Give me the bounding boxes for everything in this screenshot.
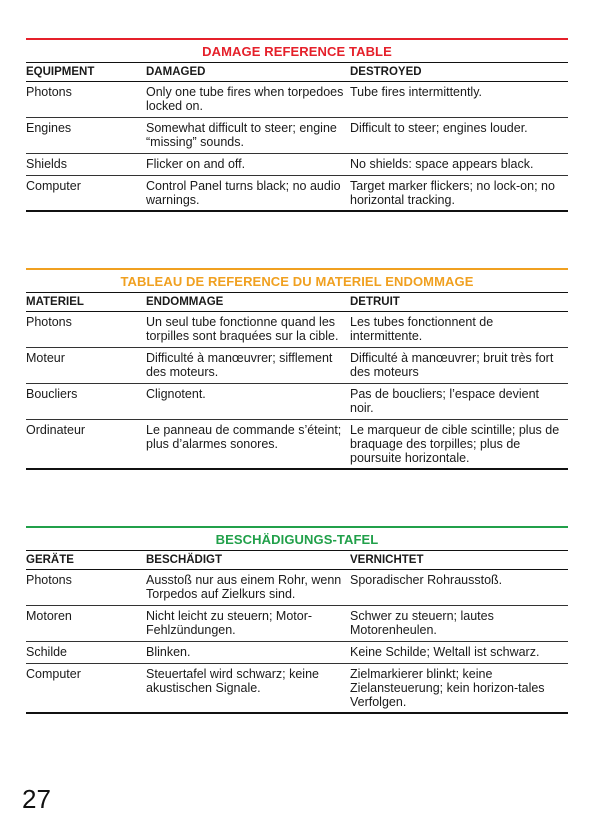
table-cell: Boucliers	[26, 387, 78, 401]
table-cell: Photons	[26, 573, 72, 587]
table-cell: Le panneau de commande s’éteint; plus d’alarmes sonores.	[146, 423, 342, 451]
table-cell: Control Panel turns black; no audio warnings.	[146, 179, 341, 207]
table-row	[26, 570, 568, 606]
table-row	[26, 82, 568, 118]
table-cell: No shields: space appears black.	[350, 157, 534, 171]
column-header: DETRUIT	[350, 296, 400, 308]
table-cell: Somewhat difficult to steer; engine “missing” sounds.	[146, 121, 337, 149]
table-cell: Steuertafel wird schwarz; keine akustischen Signale.	[146, 667, 319, 695]
section-title: BESCHÄDIGUNGS-TAFEL	[215, 532, 379, 547]
table-row	[26, 312, 568, 348]
table-cell: Le marqueur de cible scintille; plus de braquage des torpilles; plus de poursuite horizontale.	[350, 423, 560, 465]
damage-table-french	[26, 268, 568, 470]
table-cell: Difficult to steer; engines louder.	[350, 121, 528, 135]
table-cell: Keine Schilde; Weltall ist schwarz.	[350, 645, 540, 659]
page-number: 27	[22, 784, 51, 814]
table-header-row	[26, 293, 568, 311]
table-cell: Sporadischer Rohrausstoß.	[350, 573, 503, 587]
table-cell: Difficulté à manœuvrer; bruit très fort des moteurs	[350, 351, 554, 379]
table-cell: Moteur	[26, 351, 65, 365]
table-cell: Schwer zu steuern; lautes Motorenheulen.	[350, 609, 494, 637]
column-header: DESTROYED	[350, 66, 422, 78]
table-cell: Difficulté à manœuvrer; sifflement des moteurs.	[146, 351, 333, 379]
table-cell: Photons	[26, 85, 72, 99]
table-row	[26, 642, 568, 664]
table-cell: Clignotent.	[146, 387, 206, 401]
table-cell: Computer	[26, 667, 81, 681]
table-row	[26, 118, 568, 154]
table-row	[26, 606, 568, 642]
column-header: BESCHÄDIGT	[146, 554, 223, 566]
table-cell: Motoren	[26, 609, 72, 623]
table-header-row	[26, 551, 568, 569]
table-row	[26, 664, 568, 714]
table-cell: Les tubes fonctionnent de intermittente.	[350, 315, 494, 343]
table-cell: Nicht leicht zu steuern; Motor-Fehlzündungen.	[146, 609, 313, 637]
table-cell: Ausstoß nur aus einem Rohr, wenn Torpedos auf Zielkurs sind.	[146, 573, 342, 601]
table-cell: Flicker on and off.	[146, 157, 246, 171]
section-title: TABLEAU DE REFERENCE DU MATERIEL ENDOMMAGE	[120, 274, 474, 289]
table-cell: Engines	[26, 121, 72, 135]
table-cell: Blinken.	[146, 645, 191, 659]
column-header: GERÄTE	[26, 554, 74, 566]
column-header: DAMAGED	[146, 66, 206, 78]
table-cell: Schilde	[26, 645, 67, 659]
table-row	[26, 348, 568, 384]
damage-table-english	[26, 38, 568, 212]
table-cell: Only one tube fires when torpedoes locked on.	[146, 85, 344, 113]
table-cell: Photons	[26, 315, 72, 329]
table-row	[26, 154, 568, 176]
table-cell: Un seul tube fonctionne quand les torpilles sont braquées sur la cible.	[146, 315, 339, 343]
table-row	[26, 420, 568, 470]
table-cell: Shields	[26, 157, 67, 171]
column-header: MATERIEL	[26, 296, 84, 308]
table-cell: Computer	[26, 179, 81, 193]
table-header-row	[26, 63, 568, 81]
column-header: ENDOMMAGE	[146, 296, 224, 308]
column-header: EQUIPMENT	[26, 66, 95, 78]
table-cell: Pas de boucliers; l’espace devient noir.	[350, 387, 540, 415]
section-title: DAMAGE REFERENCE TABLE	[202, 44, 392, 59]
column-header: VERNICHTET	[350, 554, 424, 566]
damage-table-german	[26, 526, 568, 714]
table-cell: Tube fires intermittently.	[350, 85, 482, 99]
table-row	[26, 384, 568, 420]
table-cell: Ordinateur	[26, 423, 86, 437]
table-row	[26, 176, 568, 212]
table-cell: Target marker flickers; no lock-on; no horizontal tracking.	[350, 179, 555, 207]
table-cell: Zielmarkierer blinkt; keine Zielansteuerung; kein horizon-tales Verfolgen.	[350, 667, 545, 709]
